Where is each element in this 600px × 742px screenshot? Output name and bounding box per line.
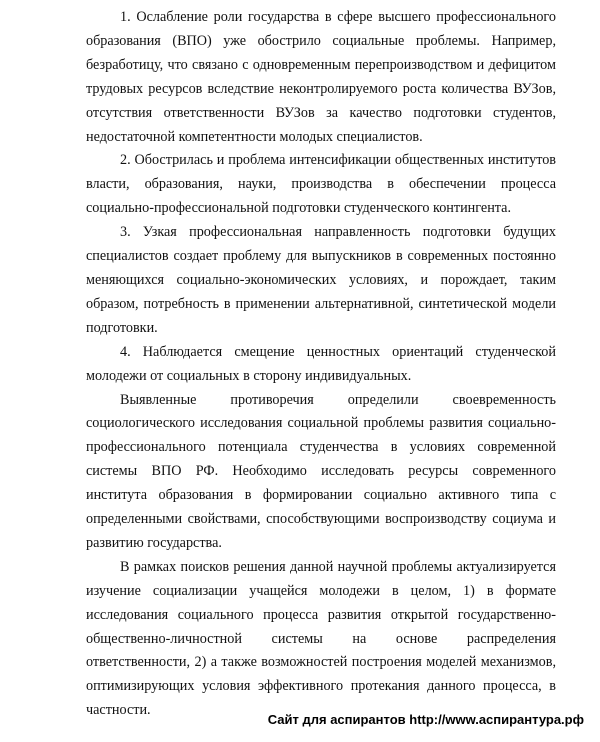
paragraph-3: 3. Узкая профессиональная направленность подготовки будущих специалистов создает проблему для выпускников в современных постоянно меняющихся социально-экономических условиях, и порождает, таким образом, потребность в применении альтернативной, синтетической модели подготовки. — [86, 224, 556, 336]
paragraph-5: Выявленные противоречия определили своевременность социологического исследования социальной проблемы развития социально-профессионального потенциала студенчества в условиях современной системы ВПО РФ. Необходимо исследовать ресурсы современного института образования в формировании социально активного типа с определенными свойствами, способствующими воспроизводству социума и развитию государства. — [86, 391, 556, 551]
paragraph-1: 1. Ослабление роли государства в сфере высшего профессионального образования (ВПО) уже обострило социальные проблемы. Например, безработицу, что связано с одновременным перепроизводством и дефицитом трудовых ресурсов вследствие неконтролируемого роста количества ВУЗов, отсутствия ответственности ВУЗов за качество подготовки студентов, недостаточной компетентности молодых специалистов. — [86, 9, 556, 145]
paragraph-2: 2. Обострилась и проблема интенсификации общественных институтов власти, образования, науки, производства в обеспечении процесса социально-профессиональной подготовки студенческого контингента. — [86, 152, 556, 217]
site-watermark: Сайт для аспирантов http://www.аспирантура.рф — [267, 712, 584, 727]
document-body — [86, 6, 556, 723]
paragraph-4: 4. Наблюдается смещение ценностных ориентаций студенческой молодежи от социальных в сторону индивидуальных. — [86, 343, 556, 384]
paragraph-6: В рамках поисков решения данной научной проблемы актуализируется изучение социализации учащейся молодежи в целом, 1) в формате исследования социального процесса развития открытой государственно-общественно-личностной системы на основе распределения ответственности, 2) а также возможностей построения моделей механизмов, оптимизирующих условия эффективного протекания данного процесса, в частности. — [86, 558, 556, 719]
